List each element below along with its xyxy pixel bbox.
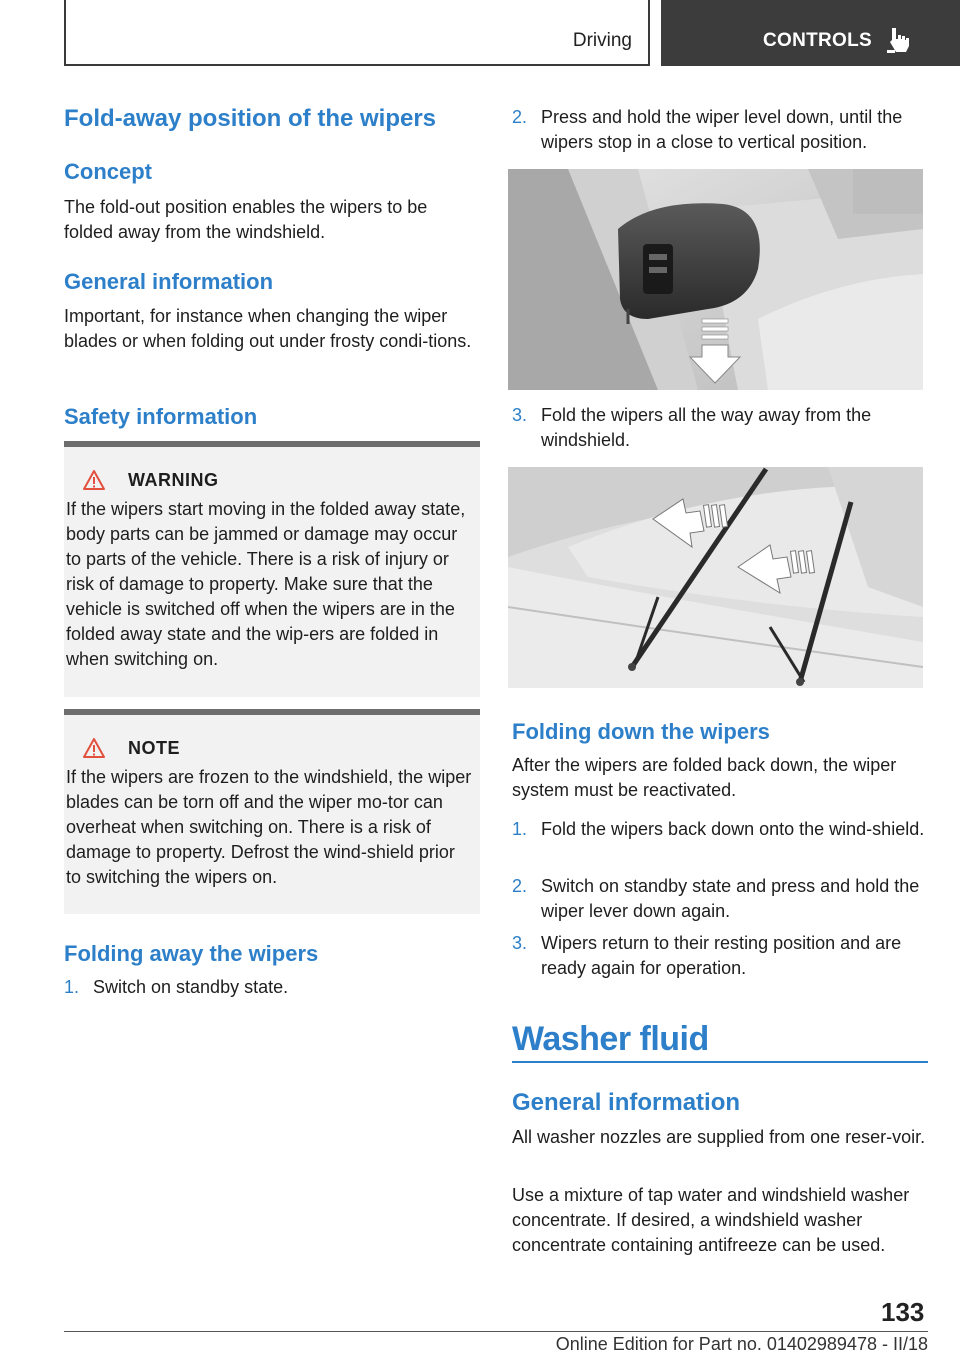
page-number: 133 [881, 1297, 925, 1327]
washer-text-mixture: Use a mixture of tap water and windshield washer concentrate. If desired, a windshield washer concentrate containing antifreeze can be used. [512, 1185, 910, 1255]
list-item-text: Press and hold the wiper level down, until the wipers stop in a close to vertical position. [541, 107, 903, 152]
list-item-number: 1. [512, 819, 528, 839]
concept-heading: Concept [64, 159, 152, 184]
windshield-wipers-illustration [508, 467, 923, 688]
general-info-text: Important, for instance when changing the wiper blades or when folding out under frosty condi-tions. [64, 306, 472, 351]
footer-divider [64, 1331, 928, 1332]
list-item-text: Fold the wipers all the way away from the windshield. [541, 405, 872, 450]
warning-triangle-icon [82, 737, 106, 759]
warning-box [64, 441, 480, 697]
list-item-number: 3. [512, 405, 528, 425]
section-divider [512, 1061, 928, 1063]
warning-label: WARNING [128, 469, 219, 490]
note-box [64, 709, 480, 914]
header-chapter-tab [661, 0, 960, 66]
header-section-label: Driving [572, 30, 632, 51]
list-item-number: 2. [512, 876, 528, 896]
concept-text: The fold-out position enables the wipers to be folded away from the windshield. [64, 197, 428, 242]
washer-general-heading: General information [512, 1089, 741, 1116]
list-item-text: Switch on standby state. [93, 977, 289, 997]
folding-away-heading: Folding away the wipers [64, 941, 319, 966]
folding-down-text: After the wipers are folded back down, the wiper system must be reactivated. [512, 755, 897, 800]
note-label: NOTE [128, 737, 181, 758]
folding-down-heading: Folding down the wipers [512, 719, 770, 744]
list-item-text: Switch on standby state and press and hold the wiper lever down again. [541, 876, 920, 921]
safety-info-heading: Safety information [64, 404, 258, 429]
list-item-number: 3. [512, 933, 528, 953]
header-section-box [64, 0, 650, 66]
list-item-number: 2. [512, 107, 528, 127]
washer-text-reservoir: All washer nozzles are supplied from one reser-voir. [512, 1127, 926, 1147]
list-item-number: 1. [64, 977, 80, 997]
warning-text: If the wipers start moving in the folded away state, body parts can be jammed or damage may occur to parts of the vehicle. There is a risk of injury or risk of damage to property. Make sure that the vehicle is switched off when the wipers are in the folded away state and the wip-ers are folded in when switching on. [66, 499, 466, 669]
list-item-text: Fold the wipers back down onto the wind-shield. [541, 819, 925, 839]
pointing-hand-icon [887, 26, 913, 54]
header-chapter-label: CONTROLS [763, 30, 873, 51]
wiper-lever-illustration [508, 169, 923, 390]
footer-edition: Online Edition for Part no. 01402989478 - II/18 [555, 1334, 928, 1354]
note-text: If the wipers are frozen to the windshield, the wiper blades can be torn off and the wiper mo-tor can overheat when switching on. There is a risk of damage to property. Defrost the wind-shield prior to switching the wipers on. [66, 767, 472, 887]
washer-fluid-heading: Washer fluid [512, 1020, 709, 1058]
list-item-text: Wipers return to their resting position and are ready again for operation. [541, 933, 902, 978]
warning-triangle-icon [82, 469, 106, 491]
general-info-heading: General information [64, 269, 274, 294]
page-title: Fold-away position of the wipers [64, 105, 437, 132]
